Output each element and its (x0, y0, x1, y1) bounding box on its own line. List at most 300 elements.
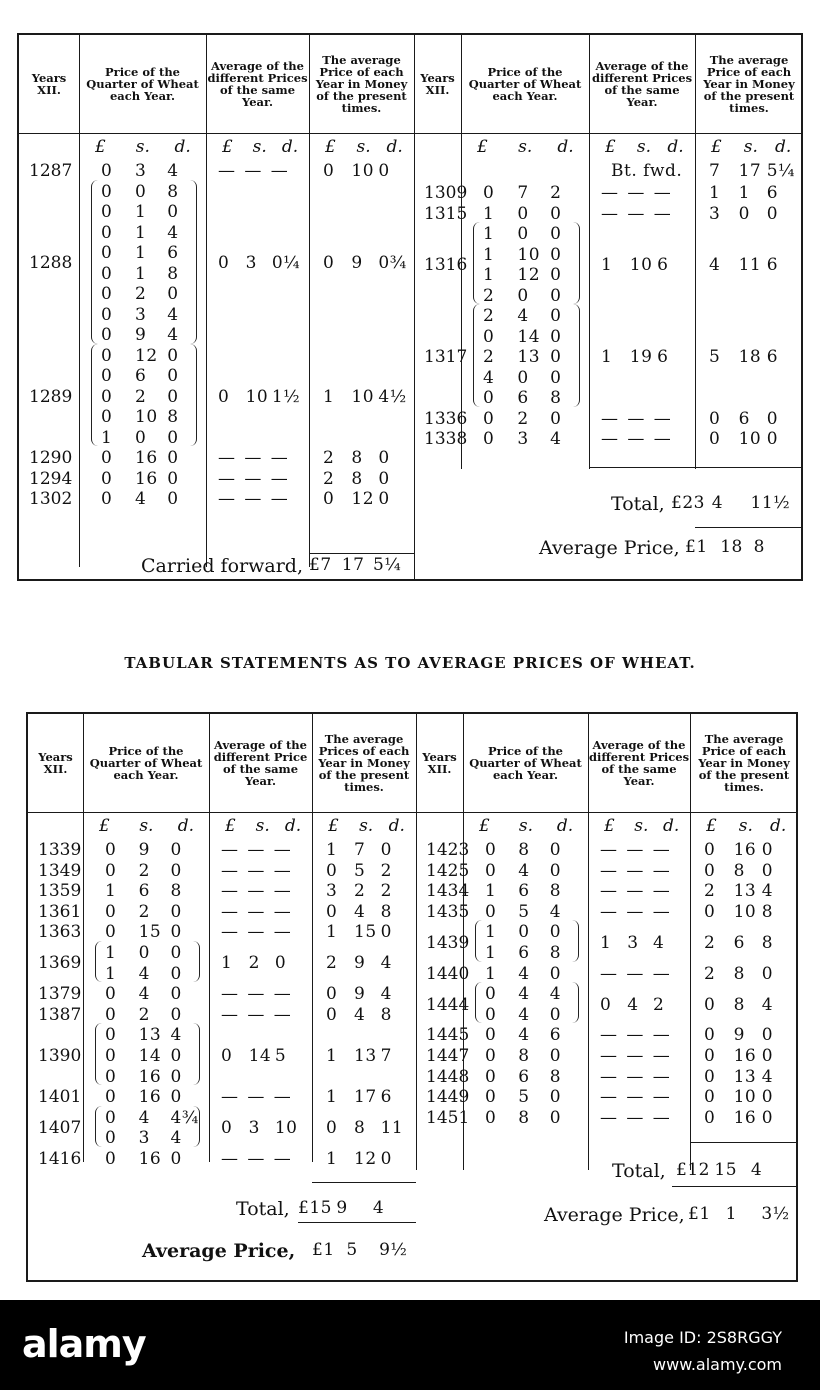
t1-right-present-pence: 6 (766, 254, 779, 275)
t2-right-unit-pence: d. (663, 816, 680, 836)
t2-left-unit-pence: d. (388, 816, 405, 836)
t2-right-unit-shillings: s. (634, 816, 649, 836)
t1-left-present-pence: 4½ (378, 386, 407, 407)
t1-left-price-pence: 0 (167, 448, 179, 468)
t2-right-avg-pence: 3½ (761, 1204, 790, 1224)
t2-left-average-dash: — — — (221, 840, 293, 860)
t2-right-present-pounds: 2 (704, 881, 716, 902)
t2-left-present-pounds: 1 (326, 922, 338, 943)
t2-left-average-shillings: 3 (248, 1118, 260, 1139)
t2-right-price-pounds: 0 (485, 860, 497, 881)
t1-left-price-pence: 4 (167, 304, 179, 325)
t2-left-present-pounds: 0 (326, 1118, 338, 1139)
t1-right-present-shillings: 10 (738, 429, 762, 449)
t1-left-price-pounds: 0 (101, 222, 113, 243)
t2-left-price-left-brace (95, 1106, 102, 1147)
t2-left-present-pence: 4 (380, 953, 392, 974)
t2-right-price-shillings: 5 (518, 1087, 530, 1108)
t2-right-avg-pounds: £1 (688, 1204, 711, 1224)
t2-left-price-shillings: 9 (138, 840, 150, 860)
t1-right-present-shillings: 1 (738, 183, 750, 203)
t2-right-present-shillings: 8 (733, 994, 745, 1015)
t2-left-price-pence: 0 (170, 1087, 182, 1108)
t1-carried-shillings: 17 (341, 555, 365, 575)
t2-left-present-pounds: 1 (326, 840, 338, 860)
t2-left-average-pounds: 1 (221, 953, 233, 974)
t2-left-average-pounds: 0 (221, 1118, 233, 1139)
t1-left-present-shillings: 8 (351, 448, 363, 468)
t1-right-present-pence: 6 (766, 183, 779, 203)
t2-left-present-shillings: 17 (354, 1087, 377, 1108)
t1-right-price-pence: 0 (550, 306, 562, 326)
t2-left-price-pounds: 0 (105, 1046, 117, 1066)
t1-left-price-shillings: 10 (135, 407, 158, 427)
t2-right-price-shillings: 4 (518, 860, 530, 881)
t1-right-price-shillings: 10 (517, 244, 541, 265)
t2-right-average-dash: — — — (600, 1107, 672, 1128)
t2-right-present-pence: 4 (761, 994, 774, 1015)
t1-right-present-pence: 0 (766, 429, 779, 449)
t2-left-unit-pence: d. (284, 816, 302, 836)
t2-left-average-dash: — — — (221, 1149, 293, 1169)
t1-right-price-pence: 4 (550, 429, 562, 449)
t2-left-price-shillings: 16 (138, 1149, 162, 1169)
t2-right-header-present: The average Price of each Year in Money of the present times. (698, 732, 790, 794)
t2-right-price-pence: 0 (549, 860, 562, 881)
t2-left-price-shillings: 2 (138, 1004, 150, 1025)
t1-right-price-shillings: 2 (517, 408, 529, 429)
t2-right-price-pounds: 1 (485, 963, 497, 984)
t1-left-unit-pounds: £ (95, 137, 106, 157)
t2-right-present-pounds: 0 (704, 1066, 716, 1087)
t2-right-avg-rule (672, 1186, 798, 1187)
t2-right-present-pounds: 0 (704, 994, 716, 1015)
t2-right-present-pence: 8 (761, 901, 774, 922)
t1-left-price-left-brace (91, 344, 98, 447)
t2-left-present-pence: 0 (380, 922, 392, 943)
t1-carried-label: Carried forward, (141, 555, 303, 577)
t2-left-present-pounds: 3 (326, 881, 338, 902)
t2-left-present-shillings: 2 (354, 881, 366, 902)
wheat-price-table-1 (17, 33, 803, 581)
t2-right-price-pence: 0 (549, 840, 562, 860)
t2-right-price-shillings: 4 (518, 963, 530, 984)
t1-right-year: 1315 (424, 203, 468, 224)
t1-left-unit-pence: d. (281, 137, 299, 157)
t2-left-average-pounds: 0 (221, 1046, 233, 1066)
t2-left-price-shillings: 13 (138, 1025, 162, 1046)
t1-right-price-shillings: 6 (517, 388, 529, 408)
t1-right-present-pounds: 0 (709, 408, 721, 429)
t2-right-price-pounds: 1 (485, 881, 497, 902)
t2-right-avg-label: Average Price, (544, 1204, 685, 1226)
t1-left-unit-shillings: s. (356, 137, 371, 157)
t1-right-price-pounds: 2 (483, 285, 495, 306)
t2-left-price-pence: 4¾ (170, 1107, 199, 1128)
t1-right-present-pounds: 1 (709, 183, 721, 203)
t2-right-price-pence: 6 (549, 1025, 562, 1046)
t2-right-unit-shillings: s. (518, 816, 534, 836)
t1-left-header-present: The average Price of each Year in Money of the present times. (315, 53, 408, 115)
t2-right-average-pounds: 0 (600, 994, 612, 1015)
t1-right-price-pounds: 0 (483, 429, 495, 449)
t2-right-year: 1445 (426, 1025, 470, 1046)
t2-right-price-shillings: 5 (518, 901, 530, 922)
t2-right-price-pence: 8 (549, 1066, 562, 1087)
t1-left-price-pounds: 0 (101, 243, 113, 263)
t1-left-price-shillings: 0 (135, 427, 147, 448)
t2-right-total-label: Total, (612, 1160, 666, 1182)
t2-left-year: 1387 (38, 1004, 82, 1025)
t1-right-price-pence: 0 (550, 265, 562, 285)
t1-right-avg-pounds: £1 (685, 537, 708, 557)
t2-left-price-pence: 4 (170, 1128, 182, 1149)
t1-left-price-shillings: 16 (135, 448, 158, 468)
t1-left-price-pounds: 0 (101, 345, 113, 366)
t1-left-price-pence: 4 (167, 222, 179, 243)
t1-left-price-shillings: 3 (135, 161, 147, 181)
t2-right-present-pence: 8 (761, 932, 774, 953)
t1-left-year: 1290 (29, 448, 73, 468)
t1-right-present-pence: 0 (766, 203, 779, 224)
t2-right-unit-pence: d. (769, 816, 787, 836)
t1-right-price-pence: 8 (550, 388, 562, 408)
t1-left-price-pounds: 0 (101, 489, 113, 509)
t2-left-average-dash: — — — (221, 860, 293, 881)
t2-left-price-pounds: 0 (105, 1066, 117, 1087)
t2-right-present-shillings: 16 (733, 840, 757, 860)
t2-left-price-shillings: 2 (138, 901, 150, 922)
t2-left-header-price: Price of the Quarter of Wheat each Year. (89, 744, 203, 782)
t2-right-price-pounds: 0 (485, 1066, 497, 1087)
t1-right-price-pounds: 0 (483, 388, 495, 408)
t1-right-price-right-brace (573, 222, 580, 304)
t1-right-header-rule (414, 133, 803, 134)
t1-right-unit-pounds: £ (477, 137, 488, 157)
t2-right-price-pence: 0 (549, 1107, 562, 1128)
t1-right-avg-rule (695, 527, 803, 528)
t1-carried-pence: 5¼ (372, 555, 402, 575)
t2-right-year: 1439 (426, 932, 470, 953)
t1-left-unit-pence: d. (174, 137, 191, 157)
t2-left-present-pounds: 2 (326, 953, 338, 974)
t2-left-price-pence: 0 (170, 963, 182, 984)
t1-left-price-right-brace (190, 180, 197, 344)
t1-right-average-pence: 6 (657, 254, 669, 275)
t1-left-price-pounds: 0 (101, 284, 113, 304)
t2-left-average-dash: — — — (221, 1004, 293, 1025)
t1-right-present-pounds: 5 (709, 347, 721, 367)
t1-left-year: 1287 (29, 161, 73, 181)
t2-right-average-dash: — — — (600, 963, 672, 984)
t1-right-price-pounds: 0 (483, 183, 495, 203)
t2-right-present-pence: 0 (761, 1025, 774, 1046)
t1-left-price-pence: 0 (167, 468, 179, 489)
t1-left-price-pence: 0 (167, 202, 179, 222)
t2-right-present-pence: 0 (761, 860, 774, 881)
t2-left-present-shillings: 13 (354, 1046, 377, 1066)
t2-left-header-years: Years XII. (38, 750, 73, 776)
t2-left-price-right-brace (193, 1106, 200, 1147)
t2-right-present-pounds: 2 (704, 932, 716, 953)
t2-left-price-shillings: 0 (138, 943, 150, 963)
t1-right-average-dash: — — — (601, 203, 673, 224)
t2-left-price-shillings: 15 (138, 922, 162, 943)
t1-left-price-pounds: 0 (101, 366, 113, 386)
t1-left-price-pounds: 1 (101, 427, 113, 448)
t2-right-present-pence: 0 (761, 1107, 774, 1128)
t2-left-price-shillings: 14 (138, 1046, 162, 1066)
t1-right-year: 1316 (424, 254, 468, 275)
t2-left-price-pence: 0 (170, 1149, 182, 1169)
t2-right-year: 1440 (426, 963, 470, 984)
t1-left-average-pounds: 0 (218, 253, 230, 274)
t1-right-unit-pence: d. (774, 137, 792, 157)
t1-left-present-pence: 0 (378, 448, 390, 468)
t1-right-price-shillings: 7 (517, 183, 529, 203)
t2-left-present-shillings: 12 (354, 1149, 377, 1169)
t1-right-price-shillings: 0 (517, 224, 529, 244)
t2-left-unit-shillings: s. (255, 816, 270, 836)
t1-left-average-dash: — — — (218, 448, 290, 468)
t1-left-price-pence: 0 (167, 386, 179, 407)
t2-right-price-shillings: 4 (518, 984, 530, 1005)
t1-left-price-right-brace (190, 344, 197, 447)
t1-right-total-pounds: £23 (671, 493, 705, 513)
t1-left-price-pence: 8 (167, 407, 179, 427)
t1-right-avg-label: Average Price, (539, 537, 680, 559)
t1-left-price-shillings: 9 (135, 325, 147, 345)
t2-right-total-shillings: 15 (714, 1160, 738, 1180)
t2-left-price-shillings: 4 (138, 984, 150, 1005)
t2-right-present-pence: 0 (761, 1087, 774, 1108)
t2-left-present-shillings: 8 (354, 1118, 366, 1139)
t1-right-price-shillings: 4 (517, 306, 529, 326)
t1-right-price-pounds: 2 (483, 347, 495, 367)
t1-right-average-pounds: 1 (601, 347, 613, 367)
t1-right-unit-pence: d. (667, 137, 684, 157)
t1-left-price-pounds: 0 (101, 386, 113, 407)
t2-left-price-left-brace (95, 941, 102, 982)
t1-left-price-shillings: 3 (135, 304, 147, 325)
t2-right-present-pounds: 2 (704, 963, 716, 984)
t2-right-price-right-brace (572, 920, 579, 961)
t1-left-price-shillings: 6 (135, 366, 147, 386)
wheat-price-table-2 (26, 712, 798, 1282)
t2-right-year: 1423 (426, 840, 470, 860)
t1-right-bt-fwd-label: Bt. fwd. (611, 161, 683, 181)
t2-right-year: 1425 (426, 860, 470, 881)
t2-right-price-pence: 4 (549, 901, 562, 922)
t2-right-price-pence: 0 (549, 1087, 562, 1108)
t2-left-unit-pounds: £ (225, 816, 236, 836)
t1-right-price-pounds: 2 (483, 306, 495, 326)
t2-left-price-pounds: 0 (105, 1025, 117, 1046)
t2-right-present-pounds: 0 (704, 840, 716, 860)
t2-right-price-shillings: 4 (518, 1025, 530, 1046)
t1-right-price-shillings: 0 (517, 367, 529, 388)
t2-left-present-pence: 0 (380, 840, 392, 860)
t1-left-price-pounds: 0 (101, 161, 113, 181)
t1-right-price-left-brace (473, 222, 480, 304)
t1-right-price-pence: 2 (550, 183, 562, 203)
t2-right-present-pounds: 0 (704, 1025, 716, 1046)
t1-left-unit-shillings: s. (135, 137, 150, 157)
t1-left-price-shillings: 2 (135, 284, 147, 304)
t1-right-present-shillings: 11 (738, 254, 762, 275)
t2-right-header-rule (416, 812, 798, 813)
t2-left-average-shillings: 2 (248, 953, 260, 974)
t2-right-price-shillings: 6 (518, 881, 530, 902)
t2-left-price-pounds: 0 (105, 840, 117, 860)
t1-right-average-pounds: 1 (601, 254, 613, 275)
t2-left-unit-shillings: s. (359, 816, 374, 836)
t2-right-present-pence: 0 (761, 1046, 774, 1066)
t1-right-unit-pounds: £ (605, 137, 616, 157)
t1-left-present-pounds: 2 (323, 448, 335, 468)
t2-right-price-pounds: 0 (485, 1107, 497, 1128)
t2-right-present-pence: 0 (761, 840, 774, 860)
t2-right-present-shillings: 10 (733, 901, 757, 922)
t2-left-present-pence: 6 (380, 1087, 392, 1108)
t1-right-average-dash: — — — (601, 408, 673, 429)
t1-left-header-rule (19, 133, 414, 134)
t1-carried-pounds: £7 (309, 555, 332, 575)
t2-right-present-shillings: 6 (733, 932, 745, 953)
t2-right-price-pence: 0 (549, 963, 562, 984)
t2-right-average-dash: — — — (600, 1066, 672, 1087)
t1-right-price-shillings: 0 (517, 203, 529, 224)
t1-left-present-pence: 0¾ (378, 253, 407, 274)
t1-left-average-dash: — — — (218, 489, 290, 509)
t1-right-avg-pence: 8 (753, 537, 765, 557)
t1-right-price-right-brace (573, 304, 580, 407)
t2-left-avg-pounds: £1 (312, 1240, 335, 1260)
t2-left-price-pence: 0 (170, 840, 182, 860)
t2-right-average-dash: — — — (600, 1087, 672, 1108)
t1-right-present-pounds: 3 (709, 203, 721, 224)
t1-right-present-pounds: 4 (709, 254, 721, 275)
t1-left-present-pence: 0 (378, 489, 390, 509)
t2-right-present-pence: 4 (761, 1066, 774, 1087)
t2-right-present-pence: 4 (761, 881, 774, 902)
t2-left-average-dash: — — — (221, 984, 293, 1005)
t1-right-price-shillings: 12 (517, 265, 541, 285)
t2-left-price-pence: 0 (170, 1066, 182, 1087)
t2-left-price-pence: 4 (170, 1025, 182, 1046)
t2-right-present-pounds: 0 (704, 901, 716, 922)
t2-right-price-right-brace (572, 982, 579, 1023)
t2-left-year: 1361 (38, 901, 82, 922)
t2-right-price-pence: 0 (549, 1046, 562, 1066)
t2-left-price-pence: 0 (170, 1004, 182, 1025)
t1-right-year: 1336 (424, 408, 468, 429)
t2-left-present-shillings: 5 (354, 860, 366, 881)
t1-left-present-pounds: 0 (323, 489, 335, 509)
t2-left-year: 1339 (38, 840, 82, 860)
t1-left-price-pounds: 0 (101, 263, 113, 284)
t2-left-avg-pence: 9½ (379, 1240, 408, 1260)
t1-right-price-shillings: 14 (517, 326, 541, 347)
t1-left-price-pence: 0 (167, 427, 179, 448)
t2-left-header-present: The average Prices of each Year in Money of the present times. (318, 732, 410, 794)
alamy-logo: alamy (22, 1322, 146, 1366)
t1-right-price-pounds: 1 (483, 244, 495, 265)
t2-left-present-pence: 8 (380, 1004, 392, 1025)
t2-left-average-pence: 0 (274, 953, 287, 974)
t1-left-present-shillings: 10 (351, 386, 375, 407)
t2-left-present-pounds: 1 (326, 1087, 338, 1108)
t1-left-present-pounds: 1 (323, 386, 335, 407)
t1-left-present-pounds: 0 (323, 253, 335, 274)
t2-left-price-shillings: 6 (138, 881, 150, 902)
t1-left-year: 1288 (29, 253, 73, 274)
t1-right-present-shillings: 6 (738, 408, 750, 429)
t2-right-present-pounds: 0 (704, 860, 716, 881)
t2-left-price-pounds: 0 (105, 1087, 117, 1108)
t2-left-present-pence: 4 (380, 984, 392, 1005)
t2-right-price-pounds: 0 (485, 1004, 497, 1025)
t1-left-header-years: Years XII. (31, 71, 67, 97)
t2-left-price-pounds: 0 (105, 1004, 117, 1025)
t1-left-price-pounds: 0 (101, 325, 113, 345)
t2-left-price-pounds: 0 (105, 922, 117, 943)
t2-right-average-dash: — — — (600, 1046, 672, 1066)
t2-left-unit-pounds: £ (99, 816, 110, 836)
t2-left-year: 1401 (38, 1087, 82, 1108)
t2-left-price-shillings: 2 (138, 860, 150, 881)
t2-left-price-pence: 0 (170, 860, 182, 881)
t1-right-price-shillings: 13 (517, 347, 541, 367)
t1-right-present-shillings: 18 (738, 347, 762, 367)
t2-right-present-shillings: 13 (733, 881, 757, 902)
t1-left-price-shillings: 2 (135, 386, 147, 407)
t2-right-year: 1444 (426, 994, 470, 1015)
t2-left-price-pounds: 0 (105, 901, 117, 922)
t1-right-bt-fwd-pounds: 7 (709, 161, 721, 181)
t2-left-present-pence: 7 (380, 1046, 392, 1066)
t1-left-average-pence: 1½ (271, 386, 301, 407)
t2-left-price-pounds: 0 (105, 860, 117, 881)
t2-left-price-pounds: 0 (105, 1149, 117, 1169)
t2-left-price-pence: 0 (170, 922, 182, 943)
t1-left-price-shillings: 1 (135, 243, 147, 263)
t2-right-header-average: Average of the different Prices of the same Year. (588, 738, 690, 788)
t2-right-present-shillings: 10 (733, 1087, 757, 1108)
t2-left-average-dash: — — — (221, 901, 293, 922)
t1-right-total-shillings: 4 (711, 493, 724, 513)
t1-right-price-pounds: 4 (483, 367, 495, 388)
t2-right-average-dash: — — — (600, 1025, 672, 1046)
t1-right-price-shillings: 3 (517, 429, 529, 449)
t1-right-price-shillings: 0 (517, 285, 529, 306)
t2-right-price-pence: 0 (549, 922, 562, 943)
t2-left-average-pence: 5 (274, 1046, 287, 1066)
t1-right-average-dash: — — — (601, 429, 673, 449)
t1-right-avg-shillings: 18 (720, 537, 743, 557)
t1-left-year: 1294 (29, 468, 73, 489)
t2-left-header-rule (28, 812, 416, 813)
t2-left-present-pence: 11 (380, 1118, 404, 1139)
t1-left-price-pence: 6 (167, 243, 179, 263)
t1-carried-rule (309, 553, 414, 554)
t2-right-present-pounds: 0 (704, 1046, 716, 1066)
t2-right-price-left-brace (475, 920, 482, 961)
t2-right-unit-pence: d. (556, 816, 574, 836)
t2-right-total-rule (690, 1142, 798, 1143)
t2-left-present-shillings: 9 (354, 984, 366, 1005)
t1-left-price-shillings: 0 (135, 181, 147, 202)
